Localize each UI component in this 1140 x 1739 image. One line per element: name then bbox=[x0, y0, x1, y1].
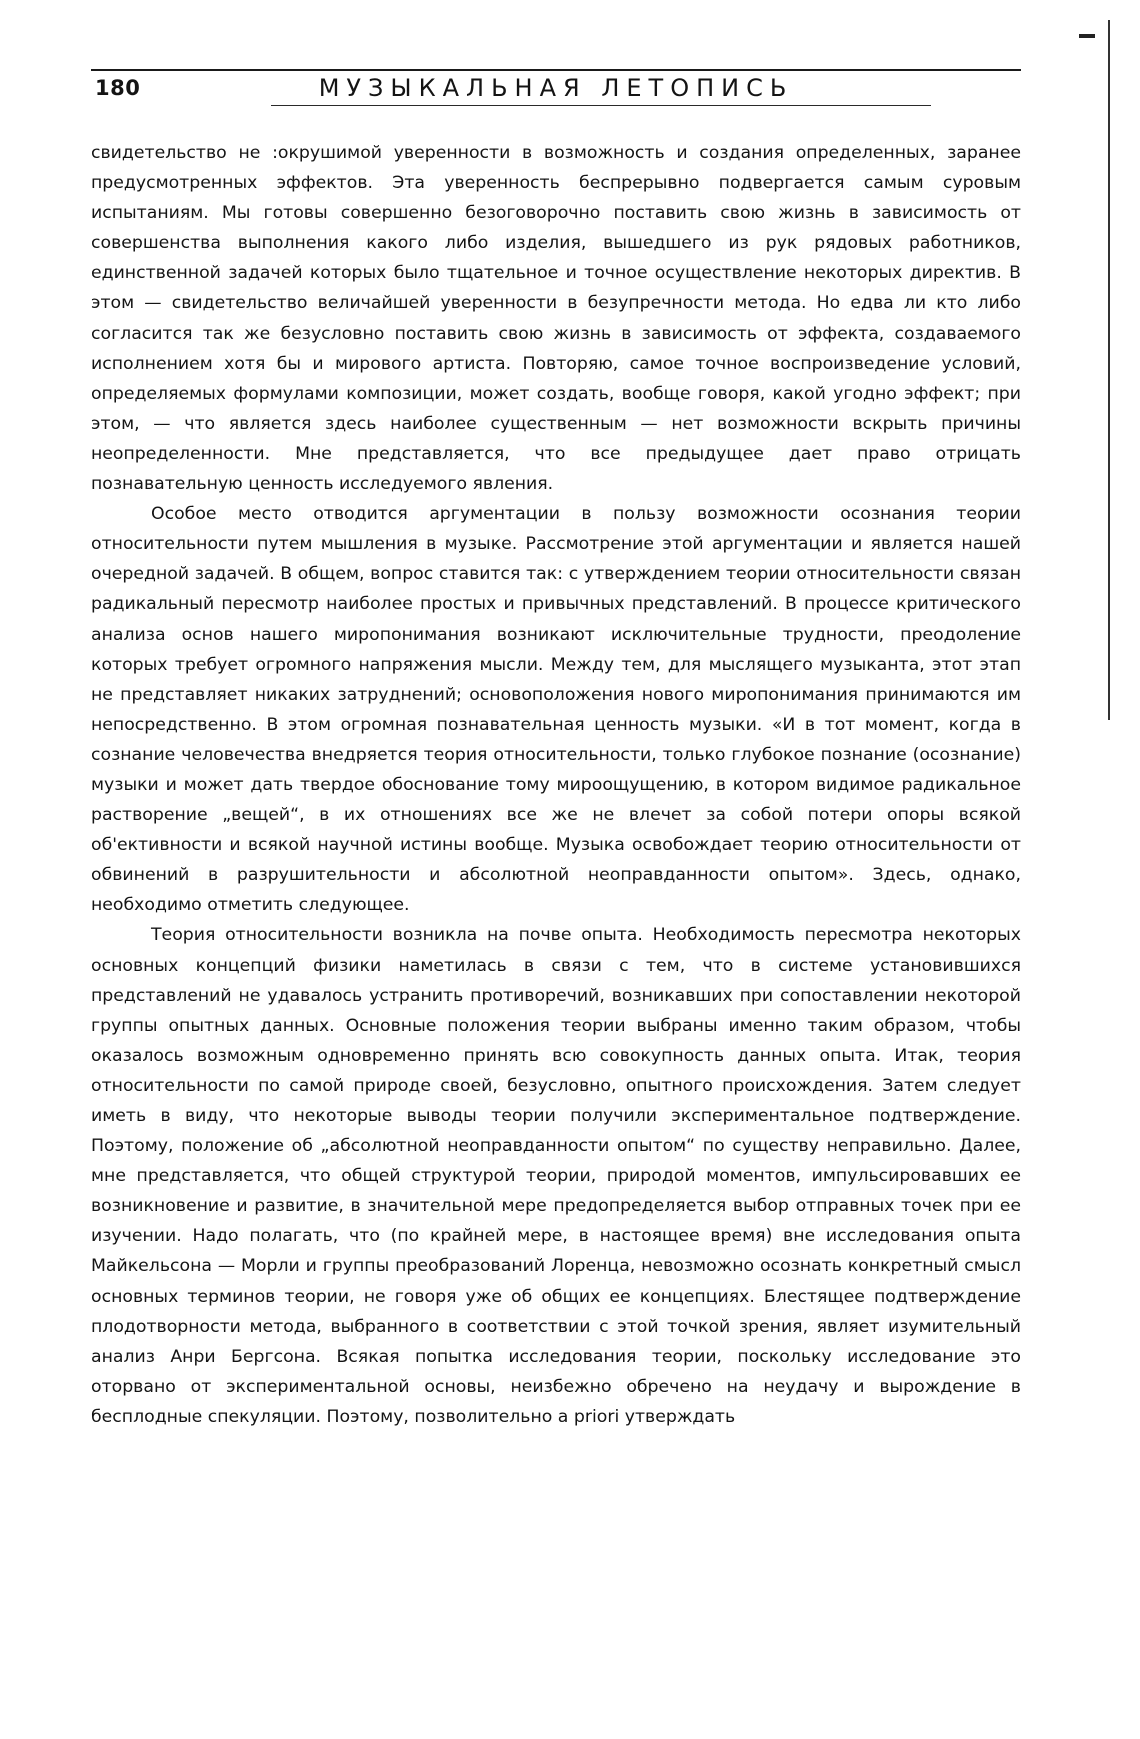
paragraph: Особое место отводится аргументации в пользу возможности осознания теории относительности путем мышления в музыке. Рассмотрение этой аргументации и является нашей очередной задачей. В общем, вопрос ставится так: с утверждением теории относительности связан радикальный пересмотр наиболее простых и привычных представлений. В процессе критического анализа основ нашего миропонимания возникают исключительные трудности, преодоление которых требует огромного напряжения мысли. Между тем, для мыслящего музыканта, этот этап не представляет никаких затруднений; основоположения нового миропонимания принимаются им непосредственно. В этом огромная познавательная ценность музыки. «И в тот момент, когда в сознание человечества внедряется теория относительности, только глубокое познание (осознание) музыки и может дать твердое обоснование тому мироощущению, в котором видимое радикальное растворение „вещей“, в их отношениях все же не влечет за собой потери опоры всякой об'ективности и всякой научной истины вообще. Музыка освобождает теорию относительности от обвинений в разрушительности и абсолютной неоправданности опытом». Здесь, однако, необходимо отметить следующее. bbox=[91, 504, 1021, 916]
running-head bbox=[91, 72, 1021, 108]
header-rule bbox=[91, 69, 1021, 71]
scan-edge-mark bbox=[1079, 34, 1095, 38]
paragraph-continued: свидетельство не :окрушимой уверенности в возможность и создания определенных, заранее предусмотренных эффектов. Эта уверенность беспрерывно подвергается самым суровым испытаниям. Мы готовы совершенно безоговорочно поставить свою жизнь в зависимость от совершенства выполнения какого либо изделия, вышедшего из рук рядовых работников, единственной задачей которых было тщательное и точное осуществление некоторых директив. В этом — свидетельство величайшей уверенности в безупречности метода. Но едва ли кто либо согласится так же безусловно поставить свою жизнь в зависимость от эффекта, создаваемого исполнением хотя бы и мирового артиста. Повторяю, самое точное воспроизведение условий, определяемых формулами композиции, может создать, вообще говоря, какой угодно эффект; при этом, — что является здесь наиболее существенным — нет возможности вскрыть причины неопределенности. Мне представляется, что все предыдущее дает право отрицать познавательную ценность исследуемого явления. bbox=[91, 143, 1021, 495]
paragraph: Теория относительности возникла на почве опыта. Необходимость пересмотра некоторых основных концепций физики наметилась в связи с тем, что в системе установившихся представлений не удавалось устранить противоречий, возникавших при сопоставлении некоторой группы опытных данных. Основные положения теории выбраны именно таким образом, чтобы оказалось возможным одновременно принять всю совокупность данных опыта. Итак, теория относительности по самой природе своей, безусловно, опытного происхождения. Затем следует иметь в виду, что некоторые выводы теории получили экспериментальное подтверждение. Поэтому, положение об „абсолютной неоправданности опытом“ по существу неправильно. Далее, мне представляется, что общей структурой теории, природой моментов, импульсировавших ее возникновение и развитие, в значительной мере предопределяется выбор отправных точек при ее изучении. Надо полагать, что (по крайней мере, в настоящее время) вне исследования опыта Майкельсона — Морли и группы преобразований Лоренца, невозможно осознать конкретный смысл основных терминов теории, не говоря уже об общих ее концепциях. Блестящее подтверждение плодотворности метода, выбранного в соответствии с этой точкой зрения, являет изумительный анализ Анри Бергсона. Всякая попытка исследования теории, поскольку исследование это оторвано от экспериментальной основы, неизбежно обречено на неудачу и вырождение в бесплодные спекуляции. Поэтому, позволительно a priori утверждать bbox=[91, 925, 1021, 1427]
page-number: 180 bbox=[95, 76, 141, 100]
book-page bbox=[91, 72, 1021, 1432]
journal-title: МУЗЫКАЛЬНАЯ ЛЕТОПИСЬ bbox=[318, 74, 794, 102]
body-text bbox=[91, 138, 1021, 1432]
title-underline bbox=[271, 105, 931, 106]
scan-edge-line bbox=[1108, 20, 1110, 720]
